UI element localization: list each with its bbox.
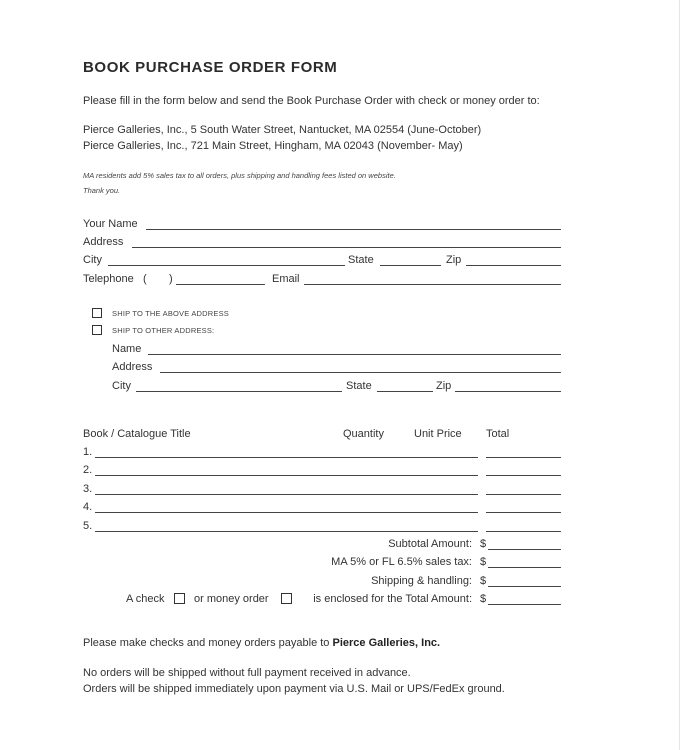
item-title-field[interactable]: [95, 494, 478, 495]
item-total-field[interactable]: [486, 475, 561, 476]
shipping-handling-label: Shipping & handling:: [371, 575, 472, 587]
tax-note: MA residents add 5% sales tax to all orders, plus shipping and handling fees listed on website.: [83, 171, 396, 180]
sales-tax-field[interactable]: [488, 567, 561, 568]
ship-city-field[interactable]: [136, 391, 342, 392]
ship-name-field[interactable]: [148, 354, 561, 355]
item-row-number: 5.: [83, 520, 93, 532]
ship-state-field[interactable]: [377, 391, 433, 392]
address-hingham: Pierce Galleries, Inc., 721 Main Street, Hingham, MA 02043 (November- May): [83, 140, 463, 152]
address-nantucket: Pierce Galleries, Inc., 5 South Water Street, Nantucket, MA 02554 (June-October): [83, 124, 482, 136]
col-unit-price-header: Unit Price: [414, 428, 462, 440]
ship-zip-field[interactable]: [455, 391, 561, 392]
col-title-header: Book / Catalogue Title: [83, 428, 191, 440]
item-title-field[interactable]: [95, 512, 478, 513]
ship-address-field[interactable]: [160, 372, 561, 373]
form-title: BOOK PURCHASE ORDER FORM: [83, 59, 338, 76]
ship-other-checkbox[interactable]: [92, 325, 102, 335]
subtotal-label: Subtotal Amount:: [388, 538, 472, 550]
shipping-handling-currency: $: [480, 575, 487, 587]
zip-field[interactable]: [466, 265, 561, 266]
ship-above-label: SHIP TO THE ABOVE ADDRESS: [112, 309, 229, 318]
your-name-field[interactable]: [146, 229, 561, 230]
item-total-field[interactable]: [486, 494, 561, 495]
state-label: State: [348, 254, 374, 266]
payable-note: [83, 637, 440, 649]
sales-tax-currency: $: [480, 556, 487, 568]
shipping-handling-field[interactable]: [488, 586, 561, 587]
ship-zip-label: Zip: [436, 380, 452, 392]
item-total-field[interactable]: [486, 512, 561, 513]
city-label: City: [83, 254, 102, 266]
email-field[interactable]: [304, 284, 561, 285]
address-field[interactable]: [132, 247, 561, 248]
item-title-field[interactable]: [95, 475, 478, 476]
telephone-label: Telephone: [83, 273, 134, 285]
sales-tax-label: MA 5% or FL 6.5% sales tax:: [331, 556, 472, 568]
money-order-label: or money order: [194, 593, 269, 605]
ship-name-label: Name: [112, 343, 142, 355]
subtotal-field[interactable]: [488, 549, 561, 550]
ship-city-label: City: [112, 380, 131, 392]
payable-to: Pierce Galleries, Inc.: [332, 637, 441, 649]
zip-label: Zip: [446, 254, 462, 266]
item-total-field[interactable]: [486, 457, 561, 458]
col-total-header: Total: [486, 428, 510, 440]
payable-prefix: Please make checks and money orders payable to: [83, 637, 330, 649]
item-row-number: 2.: [83, 464, 93, 476]
item-row-number: 1.: [83, 446, 93, 458]
col-quantity-header: Quantity: [343, 428, 384, 440]
email-label: Email: [272, 273, 300, 285]
check-checkbox[interactable]: [174, 593, 185, 604]
thanks-note: Thank you.: [83, 186, 121, 195]
state-field[interactable]: [380, 265, 441, 266]
shipping-policy-note: Orders will be shipped immediately upon payment via U.S. Mail or UPS/FedEx ground.: [83, 683, 505, 695]
check-label: A check: [126, 593, 165, 605]
ship-above-checkbox[interactable]: [92, 308, 102, 318]
item-total-field[interactable]: [486, 531, 561, 532]
ship-state-label: State: [346, 380, 372, 392]
subtotal-currency: $: [480, 538, 487, 550]
ship-other-label: SHIP TO OTHER ADDRESS:: [112, 326, 215, 335]
intro-text: Please fill in the form below and send the Book Purchase Order with check or money order to:: [83, 95, 540, 107]
item-row-number: 4.: [83, 501, 93, 513]
total-currency: $: [480, 593, 487, 605]
total-amount-field[interactable]: [488, 604, 561, 605]
your-name-label: Your Name: [83, 218, 138, 230]
city-field[interactable]: [108, 265, 345, 266]
area-code-close: ): [169, 273, 173, 285]
item-title-field[interactable]: [95, 457, 478, 458]
payment-policy-note: No orders will be shipped without full payment received in advance.: [83, 667, 411, 679]
item-title-field[interactable]: [95, 531, 478, 532]
area-code-open: (: [143, 273, 147, 285]
address-label: Address: [83, 236, 124, 248]
ship-address-label: Address: [112, 361, 153, 373]
enclosed-total-label: is enclosed for the Total Amount:: [313, 593, 472, 605]
money-order-checkbox[interactable]: [281, 593, 292, 604]
telephone-field[interactable]: [176, 284, 265, 285]
item-row-number: 3.: [83, 483, 93, 495]
